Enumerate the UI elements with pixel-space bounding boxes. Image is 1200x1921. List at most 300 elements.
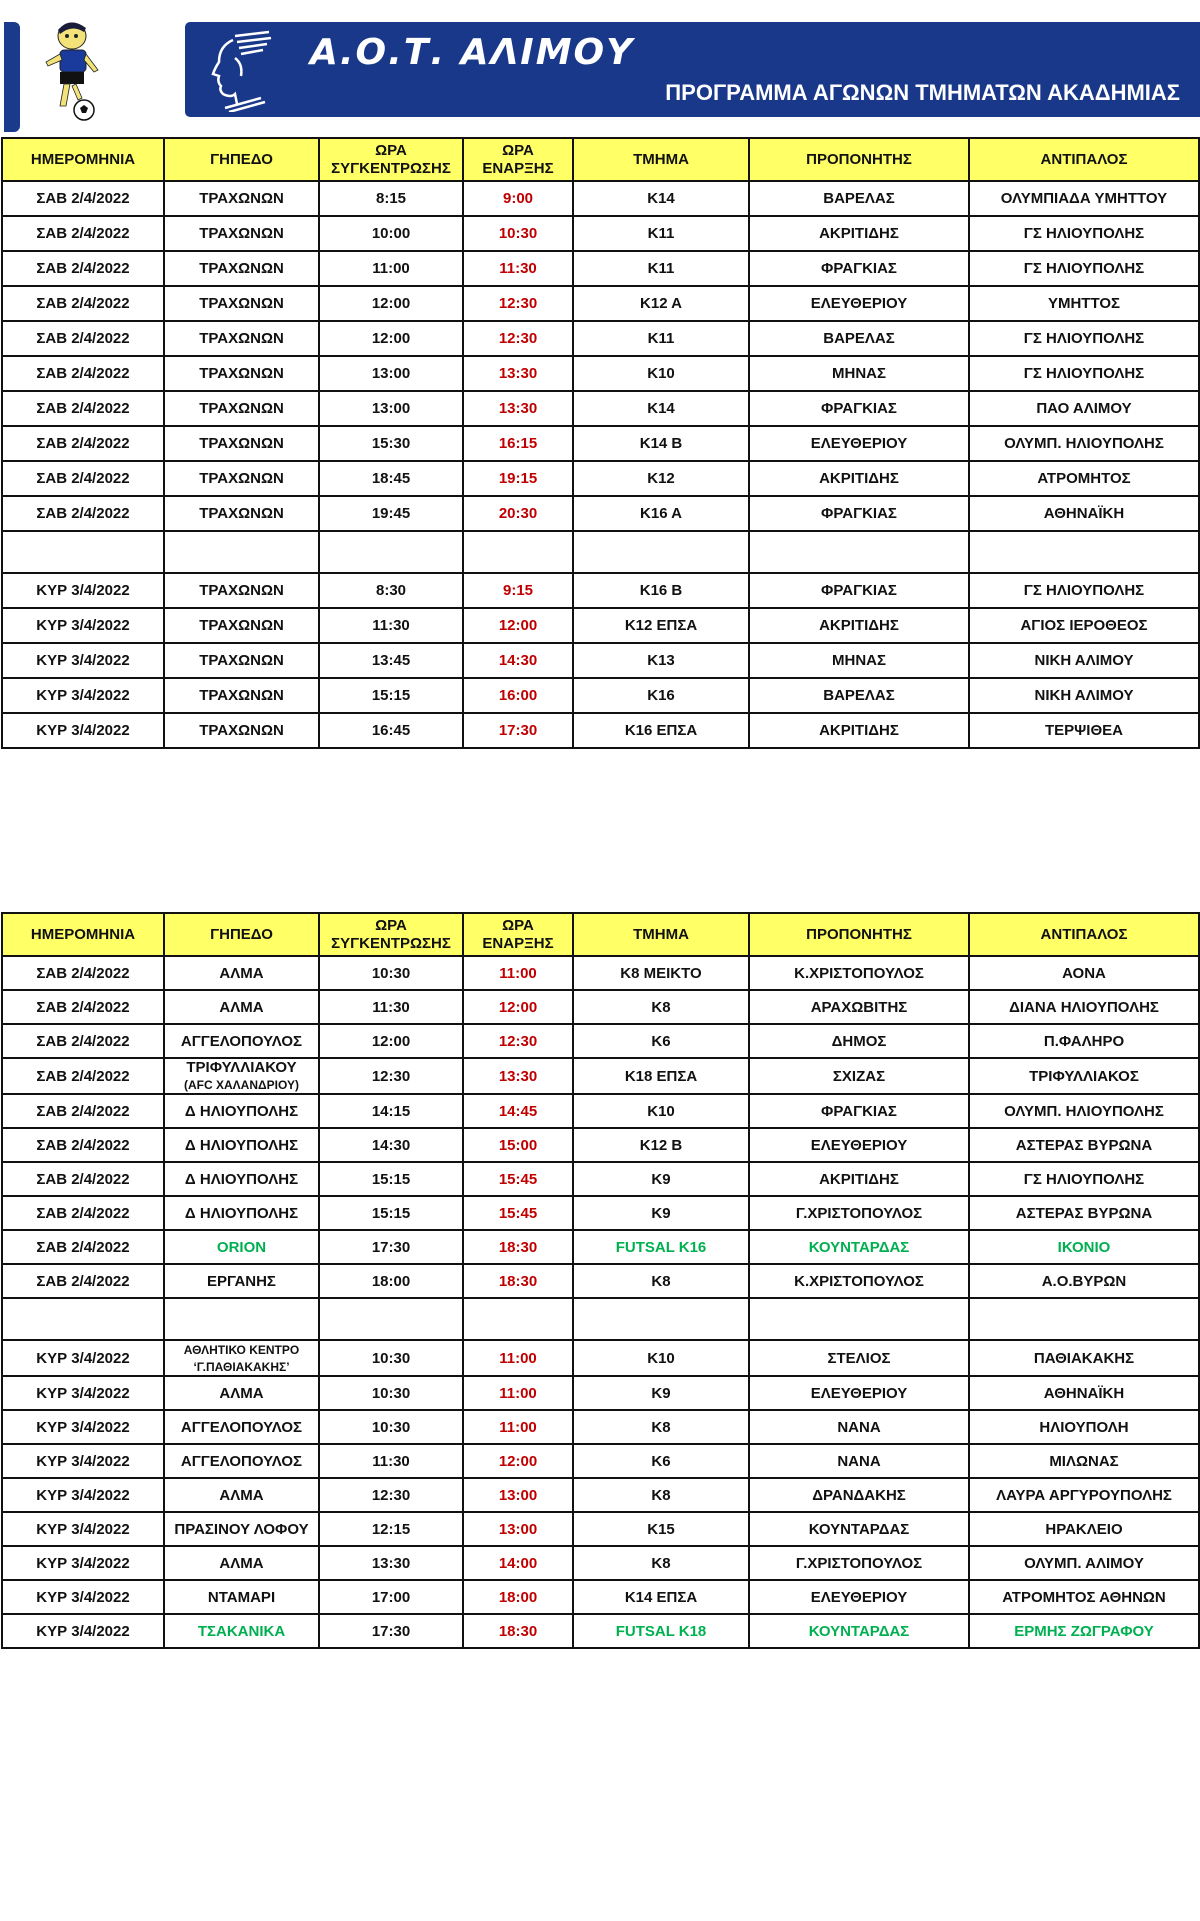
schedule-table-2 [1,912,1200,1649]
start-time-cell: 12:30 [463,286,573,321]
opponent-cell: ΑΓΙΟΣ ΙΕΡΟΘΕΟΣ [969,608,1199,643]
meet-time-cell: 15:30 [319,426,463,461]
meet-time-cell: 10:00 [319,216,463,251]
venue-cell: Δ ΗΛΙΟΥΠΟΛΗΣ [164,1128,319,1162]
date-cell: ΣΑΒ 2/4/2022 [2,496,164,531]
meet-time-cell: 12:15 [319,1512,463,1546]
opponent-cell: ΗΛΙΟΥΠΟΛΗ [969,1410,1199,1444]
schedule-title: ΠΡΟΓΡΑΜΜΑ ΑΓΩΝΩΝ ΤΜΗΜΑΤΩΝ ΑΚΑΔΗΜΙΑΣ [665,80,1180,105]
coach-cell: Γ.ΧΡΙΣΤΟΠΟΥΛΟΣ [749,1546,969,1580]
team-cell: Κ18 ΕΠΣΑ [573,1058,749,1094]
team-cell: Κ6 [573,1444,749,1478]
coach-cell: ΒΑΡΕΛΑΣ [749,181,969,216]
start-time-cell: 12:30 [463,321,573,356]
coach-cell: ΝΑΝΑ [749,1444,969,1478]
table-row [2,643,1199,678]
venue-cell: ΑΛΜΑ [164,1376,319,1410]
venue-cell: ORION [164,1230,319,1264]
meet-time-cell: 18:45 [319,461,463,496]
venue-cell [164,1058,319,1094]
table-row [2,216,1199,251]
column-header-start-time: ΩΡΑ ΕΝΑΡΞΗΣ [463,138,573,181]
team-cell: Κ12 [573,461,749,496]
date-cell: ΣΑΒ 2/4/2022 [2,1128,164,1162]
start-time-cell: 15:45 [463,1162,573,1196]
meet-time-cell: 10:30 [319,1410,463,1444]
coach-cell: ΝΑΝΑ [749,1410,969,1444]
venue-cell: ΤΡΑΧΩΝΩΝ [164,216,319,251]
start-time-cell: 13:30 [463,391,573,426]
coach-cell: Κ.ΧΡΙΣΤΟΠΟΥΛΟΣ [749,1264,969,1298]
date-cell: ΚΥΡ 3/4/2022 [2,1340,164,1376]
meet-time-cell: 12:30 [319,1478,463,1512]
opponent-cell: ΗΡΑΚΛΕΙΟ [969,1512,1199,1546]
hermes-head-icon [205,28,277,112]
opponent-cell: ΥΜΗΤΤΟΣ [969,286,1199,321]
table-row [2,678,1199,713]
date-cell: ΣΑΒ 2/4/2022 [2,216,164,251]
coach-cell: ΒΑΡΕΛΑΣ [749,321,969,356]
table-row [2,1444,1199,1478]
coach-cell: Κ.ΧΡΙΣΤΟΠΟΥΛΟΣ [749,956,969,990]
date-cell: ΣΑΒ 2/4/2022 [2,356,164,391]
table-row [2,1264,1199,1298]
start-time-cell: 11:00 [463,1340,573,1376]
table-header-row [2,913,1199,956]
date-cell: ΚΥΡ 3/4/2022 [2,1478,164,1512]
meet-time-cell: 11:00 [319,251,463,286]
date-cell: ΣΑΒ 2/4/2022 [2,956,164,990]
meet-time-cell: 13:45 [319,643,463,678]
start-time-cell: 15:00 [463,1128,573,1162]
venue-cell: ΝΤΑΜΑΡΙ [164,1580,319,1614]
left-accent-bar [4,22,20,132]
opponent-cell: ΓΣ ΗΛΙΟΥΠΟΛΗΣ [969,216,1199,251]
meet-time-cell: 18:00 [319,1264,463,1298]
meet-time-cell: 17:30 [319,1614,463,1648]
date-cell: ΚΥΡ 3/4/2022 [2,643,164,678]
start-time-cell: 20:30 [463,496,573,531]
coach-cell: ΦΡΑΓΚΙΑΣ [749,251,969,286]
team-cell: Κ14 [573,391,749,426]
opponent-cell: ΛΑΥΡΑ ΑΡΓΥΡΟΥΠΟΛΗΣ [969,1478,1199,1512]
table-row [2,1580,1199,1614]
column-header-coach: ΠΡΟΠΟΝΗΤΗΣ [749,913,969,956]
date-cell: ΣΑΒ 2/4/2022 [2,1196,164,1230]
start-time-cell: 9:00 [463,181,573,216]
date-cell: ΣΑΒ 2/4/2022 [2,391,164,426]
schedule-table-1 [1,137,1200,749]
start-time-cell: 11:00 [463,956,573,990]
start-time-cell: 13:30 [463,356,573,391]
venue-cell: ΑΛΜΑ [164,1478,319,1512]
team-cell: Κ8 [573,990,749,1024]
empty-cell [749,1298,969,1340]
empty-cell [463,531,573,573]
coach-cell: ΑΚΡΙΤΙΔΗΣ [749,216,969,251]
team-cell: Κ9 [573,1376,749,1410]
venue-cell: ΤΡΑΧΩΝΩΝ [164,573,319,608]
opponent-cell: ΔΙΑΝΑ ΗΛΙΟΥΠΟΛΗΣ [969,990,1199,1024]
column-header-team: ΤΜΗΜΑ [573,138,749,181]
date-cell: ΚΥΡ 3/4/2022 [2,1410,164,1444]
opponent-cell: ΤΕΡΨΙΘΕΑ [969,713,1199,748]
opponent-cell: ΑΤΡΟΜΗΤΟΣ ΑΘΗΝΩΝ [969,1580,1199,1614]
title-banner [185,22,1200,117]
opponent-cell: ΜΙΛΩΝΑΣ [969,1444,1199,1478]
opponent-cell: Α.Ο.ΒΥΡΩΝ [969,1264,1199,1298]
coach-cell: ΚΟΥΝΤΑΡΔΑΣ [749,1614,969,1648]
column-header-meet-time: ΩΡΑ ΣΥΓΚΕΝΤΡΩΣΗΣ [319,913,463,956]
empty-cell [463,1298,573,1340]
start-time-cell: 12:30 [463,1024,573,1058]
separator-row [2,531,1199,573]
start-time-cell: 14:45 [463,1094,573,1128]
empty-cell [319,531,463,573]
coach-cell: ΕΛΕΥΘΕΡΙΟΥ [749,1580,969,1614]
venue-cell: ΕΡΓΑΝΗΣ [164,1264,319,1298]
coach-cell: ΔΡΑΝΔΑΚΗΣ [749,1478,969,1512]
team-cell: Κ10 [573,1094,749,1128]
coach-cell: ΑΚΡΙΤΙΔΗΣ [749,713,969,748]
venue-cell: ΑΓΓΕΛΟΠΟΥΛΟΣ [164,1444,319,1478]
table-row [2,1230,1199,1264]
table-row [2,1058,1199,1094]
venue-cell: ΤΡΑΧΩΝΩΝ [164,496,319,531]
table-row [2,1094,1199,1128]
start-time-cell: 18:00 [463,1580,573,1614]
opponent-cell: ΟΛΥΜΠ. ΗΛΙΟΥΠΟΛΗΣ [969,1094,1199,1128]
start-time-cell: 16:00 [463,678,573,713]
meet-time-cell: 14:30 [319,1128,463,1162]
empty-cell [969,531,1199,573]
coach-cell: ΦΡΑΓΚΙΑΣ [749,1094,969,1128]
team-cell: Κ12 Α [573,286,749,321]
coach-cell: ΑΡΑΧΩΒΙΤΗΣ [749,990,969,1024]
opponent-cell: ΑΘΗΝΑΪΚΗ [969,496,1199,531]
table-row [2,1024,1199,1058]
meet-time-cell: 16:45 [319,713,463,748]
opponent-cell: ΓΣ ΗΛΙΟΥΠΟΛΗΣ [969,251,1199,286]
coach-cell: ΜΗΝΑΣ [749,643,969,678]
date-cell: ΚΥΡ 3/4/2022 [2,1580,164,1614]
table2-body [2,956,1199,1648]
table-row [2,426,1199,461]
column-header-venue: ΓΗΠΕΔΟ [164,913,319,956]
meet-time-cell: 11:30 [319,1444,463,1478]
venue-name: ΑΘΛΗΤΙΚΟ ΚΕΝΤΡΟ [183,1343,300,1357]
column-header-coach: ΠΡΟΠΟΝΗΤΗΣ [749,138,969,181]
date-cell: ΣΑΒ 2/4/2022 [2,1058,164,1094]
boy-soccer-player-icon [42,18,114,122]
empty-cell [573,531,749,573]
column-header-start-time: ΩΡΑ ΕΝΑΡΞΗΣ [463,913,573,956]
venue-subname: (AFC ΧΑΛΑΝΔΡΙΟΥ) [184,1078,299,1092]
table-row [2,286,1199,321]
table-row [2,1162,1199,1196]
team-cell: Κ16 Β [573,573,749,608]
date-cell: ΚΥΡ 3/4/2022 [2,713,164,748]
start-time-cell: 13:30 [463,1058,573,1094]
opponent-cell: ΓΣ ΗΛΙΟΥΠΟΛΗΣ [969,321,1199,356]
column-header-opponent: ΑΝΤΙΠΑΛΟΣ [969,138,1199,181]
start-time-cell: 18:30 [463,1264,573,1298]
opponent-cell: ΠΑΘΙΑΚΑΚΗΣ [969,1340,1199,1376]
venue-name: ΤΡΙΦΥΛΛΙΑΚΟΥ [186,1059,297,1076]
meet-time-cell: 13:00 [319,391,463,426]
table-row [2,1128,1199,1162]
date-cell: ΣΑΒ 2/4/2022 [2,990,164,1024]
coach-cell: ΦΡΑΓΚΙΑΣ [749,573,969,608]
table-row [2,1478,1199,1512]
meet-time-cell: 14:15 [319,1094,463,1128]
empty-cell [969,1298,1199,1340]
date-cell: ΚΥΡ 3/4/2022 [2,573,164,608]
date-cell: ΚΥΡ 3/4/2022 [2,678,164,713]
date-cell: ΣΑΒ 2/4/2022 [2,251,164,286]
meet-time-cell: 17:00 [319,1580,463,1614]
date-cell: ΣΑΒ 2/4/2022 [2,181,164,216]
opponent-cell: ΟΛΥΜΠ. ΑΛΙΜΟΥ [969,1546,1199,1580]
meet-time-cell: 10:30 [319,1340,463,1376]
venue-cell: ΤΡΑΧΩΝΩΝ [164,321,319,356]
table-row [2,251,1199,286]
coach-cell: ΜΗΝΑΣ [749,356,969,391]
venue-cell: ΑΛΜΑ [164,1546,319,1580]
start-time-cell: 18:30 [463,1614,573,1648]
date-cell: ΣΑΒ 2/4/2022 [2,1094,164,1128]
team-cell: Κ9 [573,1162,749,1196]
start-time-cell: 13:00 [463,1478,573,1512]
meet-time-cell: 12:00 [319,1024,463,1058]
venue-cell: ΤΣΑΚΑΝΙΚΑ [164,1614,319,1648]
team-cell: Κ14 ΕΠΣΑ [573,1580,749,1614]
team-cell: Κ16 Α [573,496,749,531]
team-cell: Κ16 ΕΠΣΑ [573,713,749,748]
empty-cell [573,1298,749,1340]
column-header-opponent: ΑΝΤΙΠΑΛΟΣ [969,913,1199,956]
venue-cell: ΑΛΜΑ [164,956,319,990]
date-cell: ΚΥΡ 3/4/2022 [2,1512,164,1546]
meet-time-cell: 19:45 [319,496,463,531]
meet-time-cell: 15:15 [319,1196,463,1230]
team-cell: Κ8 [573,1264,749,1298]
team-cell: Κ8 [573,1478,749,1512]
start-time-cell: 11:00 [463,1410,573,1444]
team-cell: Κ14 [573,181,749,216]
empty-cell [2,1298,164,1340]
team-cell: Κ12 ΕΠΣΑ [573,608,749,643]
opponent-cell: ΠΑΟ ΑΛΙΜΟΥ [969,391,1199,426]
team-cell: Κ13 [573,643,749,678]
meet-time-cell: 12:00 [319,321,463,356]
coach-cell: ΒΑΡΕΛΑΣ [749,678,969,713]
table-row [2,713,1199,748]
date-cell: ΣΑΒ 2/4/2022 [2,1162,164,1196]
opponent-cell: ΑΤΡΟΜΗΤΟΣ [969,461,1199,496]
club-name: Α.Ο.Τ. ΑΛΙΜΟΥ [310,32,635,73]
table-row [2,1512,1199,1546]
opponent-cell: ΕΡΜΗΣ ΖΩΓΡΑΦΟΥ [969,1614,1199,1648]
meet-time-cell: 8:30 [319,573,463,608]
table-header-row [2,138,1199,181]
venue-subname: ‘Γ.ΠΑΘΙΑΚΑΚΗΣ’ [193,1360,290,1374]
venue-cell: ΤΡΑΧΩΝΩΝ [164,181,319,216]
start-time-cell: 18:30 [463,1230,573,1264]
team-cell: Κ10 [573,1340,749,1376]
team-cell: Κ16 [573,678,749,713]
column-header-meet-time: ΩΡΑ ΣΥΓΚΕΝΤΡΩΣΗΣ [319,138,463,181]
table-row [2,181,1199,216]
start-time-cell: 14:30 [463,643,573,678]
table-row [2,990,1199,1024]
coach-cell: ΚΟΥΝΤΑΡΔΑΣ [749,1512,969,1546]
date-cell: ΚΥΡ 3/4/2022 [2,1614,164,1648]
date-cell: ΣΑΒ 2/4/2022 [2,426,164,461]
venue-cell [164,1340,319,1376]
venue-cell: ΤΡΑΧΩΝΩΝ [164,713,319,748]
venue-cell: ΤΡΑΧΩΝΩΝ [164,643,319,678]
coach-cell: ΔΗΜΟΣ [749,1024,969,1058]
table-row [2,573,1199,608]
start-time-cell: 10:30 [463,216,573,251]
opponent-cell: ΑΣΤΕΡΑΣ ΒΥΡΩΝΑ [969,1196,1199,1230]
coach-cell: ΕΛΕΥΘΕΡΙΟΥ [749,286,969,321]
coach-cell: ΦΡΑΓΚΙΑΣ [749,496,969,531]
meet-time-cell: 10:30 [319,1376,463,1410]
date-cell: ΣΑΒ 2/4/2022 [2,1024,164,1058]
meet-time-cell: 11:30 [319,990,463,1024]
team-cell: Κ8 [573,1546,749,1580]
date-cell: ΚΥΡ 3/4/2022 [2,1546,164,1580]
table-row [2,1410,1199,1444]
start-time-cell: 16:15 [463,426,573,461]
team-cell: Κ8 [573,1410,749,1444]
coach-cell: ΕΛΕΥΘΕΡΙΟΥ [749,426,969,461]
start-time-cell: 13:00 [463,1512,573,1546]
venue-cell: ΑΓΓΕΛΟΠΟΥΛΟΣ [164,1024,319,1058]
meet-time-cell: 12:00 [319,286,463,321]
coach-cell: ΣΤΕΛΙΟΣ [749,1340,969,1376]
opponent-cell: ΑΘΗΝΑΪΚΗ [969,1376,1199,1410]
table-row [2,608,1199,643]
table-row [2,1196,1199,1230]
meet-time-cell: 15:15 [319,1162,463,1196]
start-time-cell: 12:00 [463,608,573,643]
venue-cell: ΑΓΓΕΛΟΠΟΥΛΟΣ [164,1410,319,1444]
start-time-cell: 17:30 [463,713,573,748]
venue-cell: ΤΡΑΧΩΝΩΝ [164,608,319,643]
venue-cell: ΤΡΑΧΩΝΩΝ [164,356,319,391]
column-header-team: ΤΜΗΜΑ [573,913,749,956]
team-cell: Κ12 Β [573,1128,749,1162]
table1-body [2,181,1199,748]
table-row [2,956,1199,990]
empty-cell [319,1298,463,1340]
start-time-cell: 15:45 [463,1196,573,1230]
start-time-cell: 14:00 [463,1546,573,1580]
venue-cell: ΤΡΑΧΩΝΩΝ [164,461,319,496]
opponent-cell: ΟΛΥΜΠΙΑΔΑ ΥΜΗΤΤΟΥ [969,181,1199,216]
venue-cell: ΤΡΑΧΩΝΩΝ [164,678,319,713]
start-time-cell: 11:30 [463,251,573,286]
team-cell: Κ11 [573,321,749,356]
empty-cell [164,531,319,573]
meet-time-cell: 10:30 [319,956,463,990]
column-header-date: ΗΜΕΡΟΜΗΝΙΑ [2,913,164,956]
team-cell: Κ9 [573,1196,749,1230]
separator-row [2,1298,1199,1340]
opponent-cell: ΝΙΚΗ ΑΛΙΜΟΥ [969,678,1199,713]
opponent-cell: Π.ΦΑΛΗΡΟ [969,1024,1199,1058]
table-row [2,496,1199,531]
opponent-cell: ΓΣ ΗΛΙΟΥΠΟΛΗΣ [969,356,1199,391]
opponent-cell: ΝΙΚΗ ΑΛΙΜΟΥ [969,643,1199,678]
date-cell: ΣΑΒ 2/4/2022 [2,461,164,496]
team-cell: FUTSAL K16 [573,1230,749,1264]
date-cell: ΣΑΒ 2/4/2022 [2,321,164,356]
start-time-cell: 12:00 [463,1444,573,1478]
column-header-date: ΗΜΕΡΟΜΗΝΙΑ [2,138,164,181]
coach-cell: ΦΡΑΓΚΙΑΣ [749,391,969,426]
table-row [2,356,1199,391]
meet-time-cell: 13:30 [319,1546,463,1580]
venue-cell: ΤΡΑΧΩΝΩΝ [164,426,319,461]
coach-cell: ΚΟΥΝΤΑΡΔΑΣ [749,1230,969,1264]
meet-time-cell: 15:15 [319,678,463,713]
team-cell: Κ11 [573,251,749,286]
opponent-cell: ΓΣ ΗΛΙΟΥΠΟΛΗΣ [969,573,1199,608]
opponent-cell: ΙΚΟΝΙΟ [969,1230,1199,1264]
table-row [2,391,1199,426]
team-cell: Κ14 Β [573,426,749,461]
team-cell: Κ15 [573,1512,749,1546]
opponent-cell: ΑΟΝΑ [969,956,1199,990]
team-cell: Κ8 ΜΕΙΚΤΟ [573,956,749,990]
coach-cell: ΣΧΙΖΑΣ [749,1058,969,1094]
coach-cell: ΕΛΕΥΘΕΡΙΟΥ [749,1128,969,1162]
opponent-cell: ΓΣ ΗΛΙΟΥΠΟΛΗΣ [969,1162,1199,1196]
team-cell: Κ6 [573,1024,749,1058]
team-cell: Κ11 [573,216,749,251]
venue-cell: Δ ΗΛΙΟΥΠΟΛΗΣ [164,1094,319,1128]
meet-time-cell: 17:30 [319,1230,463,1264]
table-row [2,1546,1199,1580]
date-cell: ΣΑΒ 2/4/2022 [2,286,164,321]
date-cell: ΚΥΡ 3/4/2022 [2,1444,164,1478]
table-row [2,321,1199,356]
empty-cell [2,531,164,573]
opponent-cell: ΤΡΙΦΥΛΛΙΑΚΟΣ [969,1058,1199,1094]
column-header-venue: ΓΗΠΕΔΟ [164,138,319,181]
coach-cell: ΑΚΡΙΤΙΔΗΣ [749,608,969,643]
page-header [0,0,1200,125]
table-row [2,1614,1199,1648]
date-cell: ΚΥΡ 3/4/2022 [2,608,164,643]
team-cell: FUTSAL K18 [573,1614,749,1648]
meet-time-cell: 11:30 [319,608,463,643]
date-cell: ΣΑΒ 2/4/2022 [2,1230,164,1264]
venue-cell: ΤΡΑΧΩΝΩΝ [164,251,319,286]
team-cell: Κ10 [573,356,749,391]
coach-cell: ΑΚΡΙΤΙΔΗΣ [749,461,969,496]
empty-cell [749,531,969,573]
venue-cell: ΑΛΜΑ [164,990,319,1024]
meet-time-cell: 13:00 [319,356,463,391]
opponent-cell: ΟΛΥΜΠ. ΗΛΙΟΥΠΟΛΗΣ [969,426,1199,461]
table-row [2,1340,1199,1376]
start-time-cell: 9:15 [463,573,573,608]
